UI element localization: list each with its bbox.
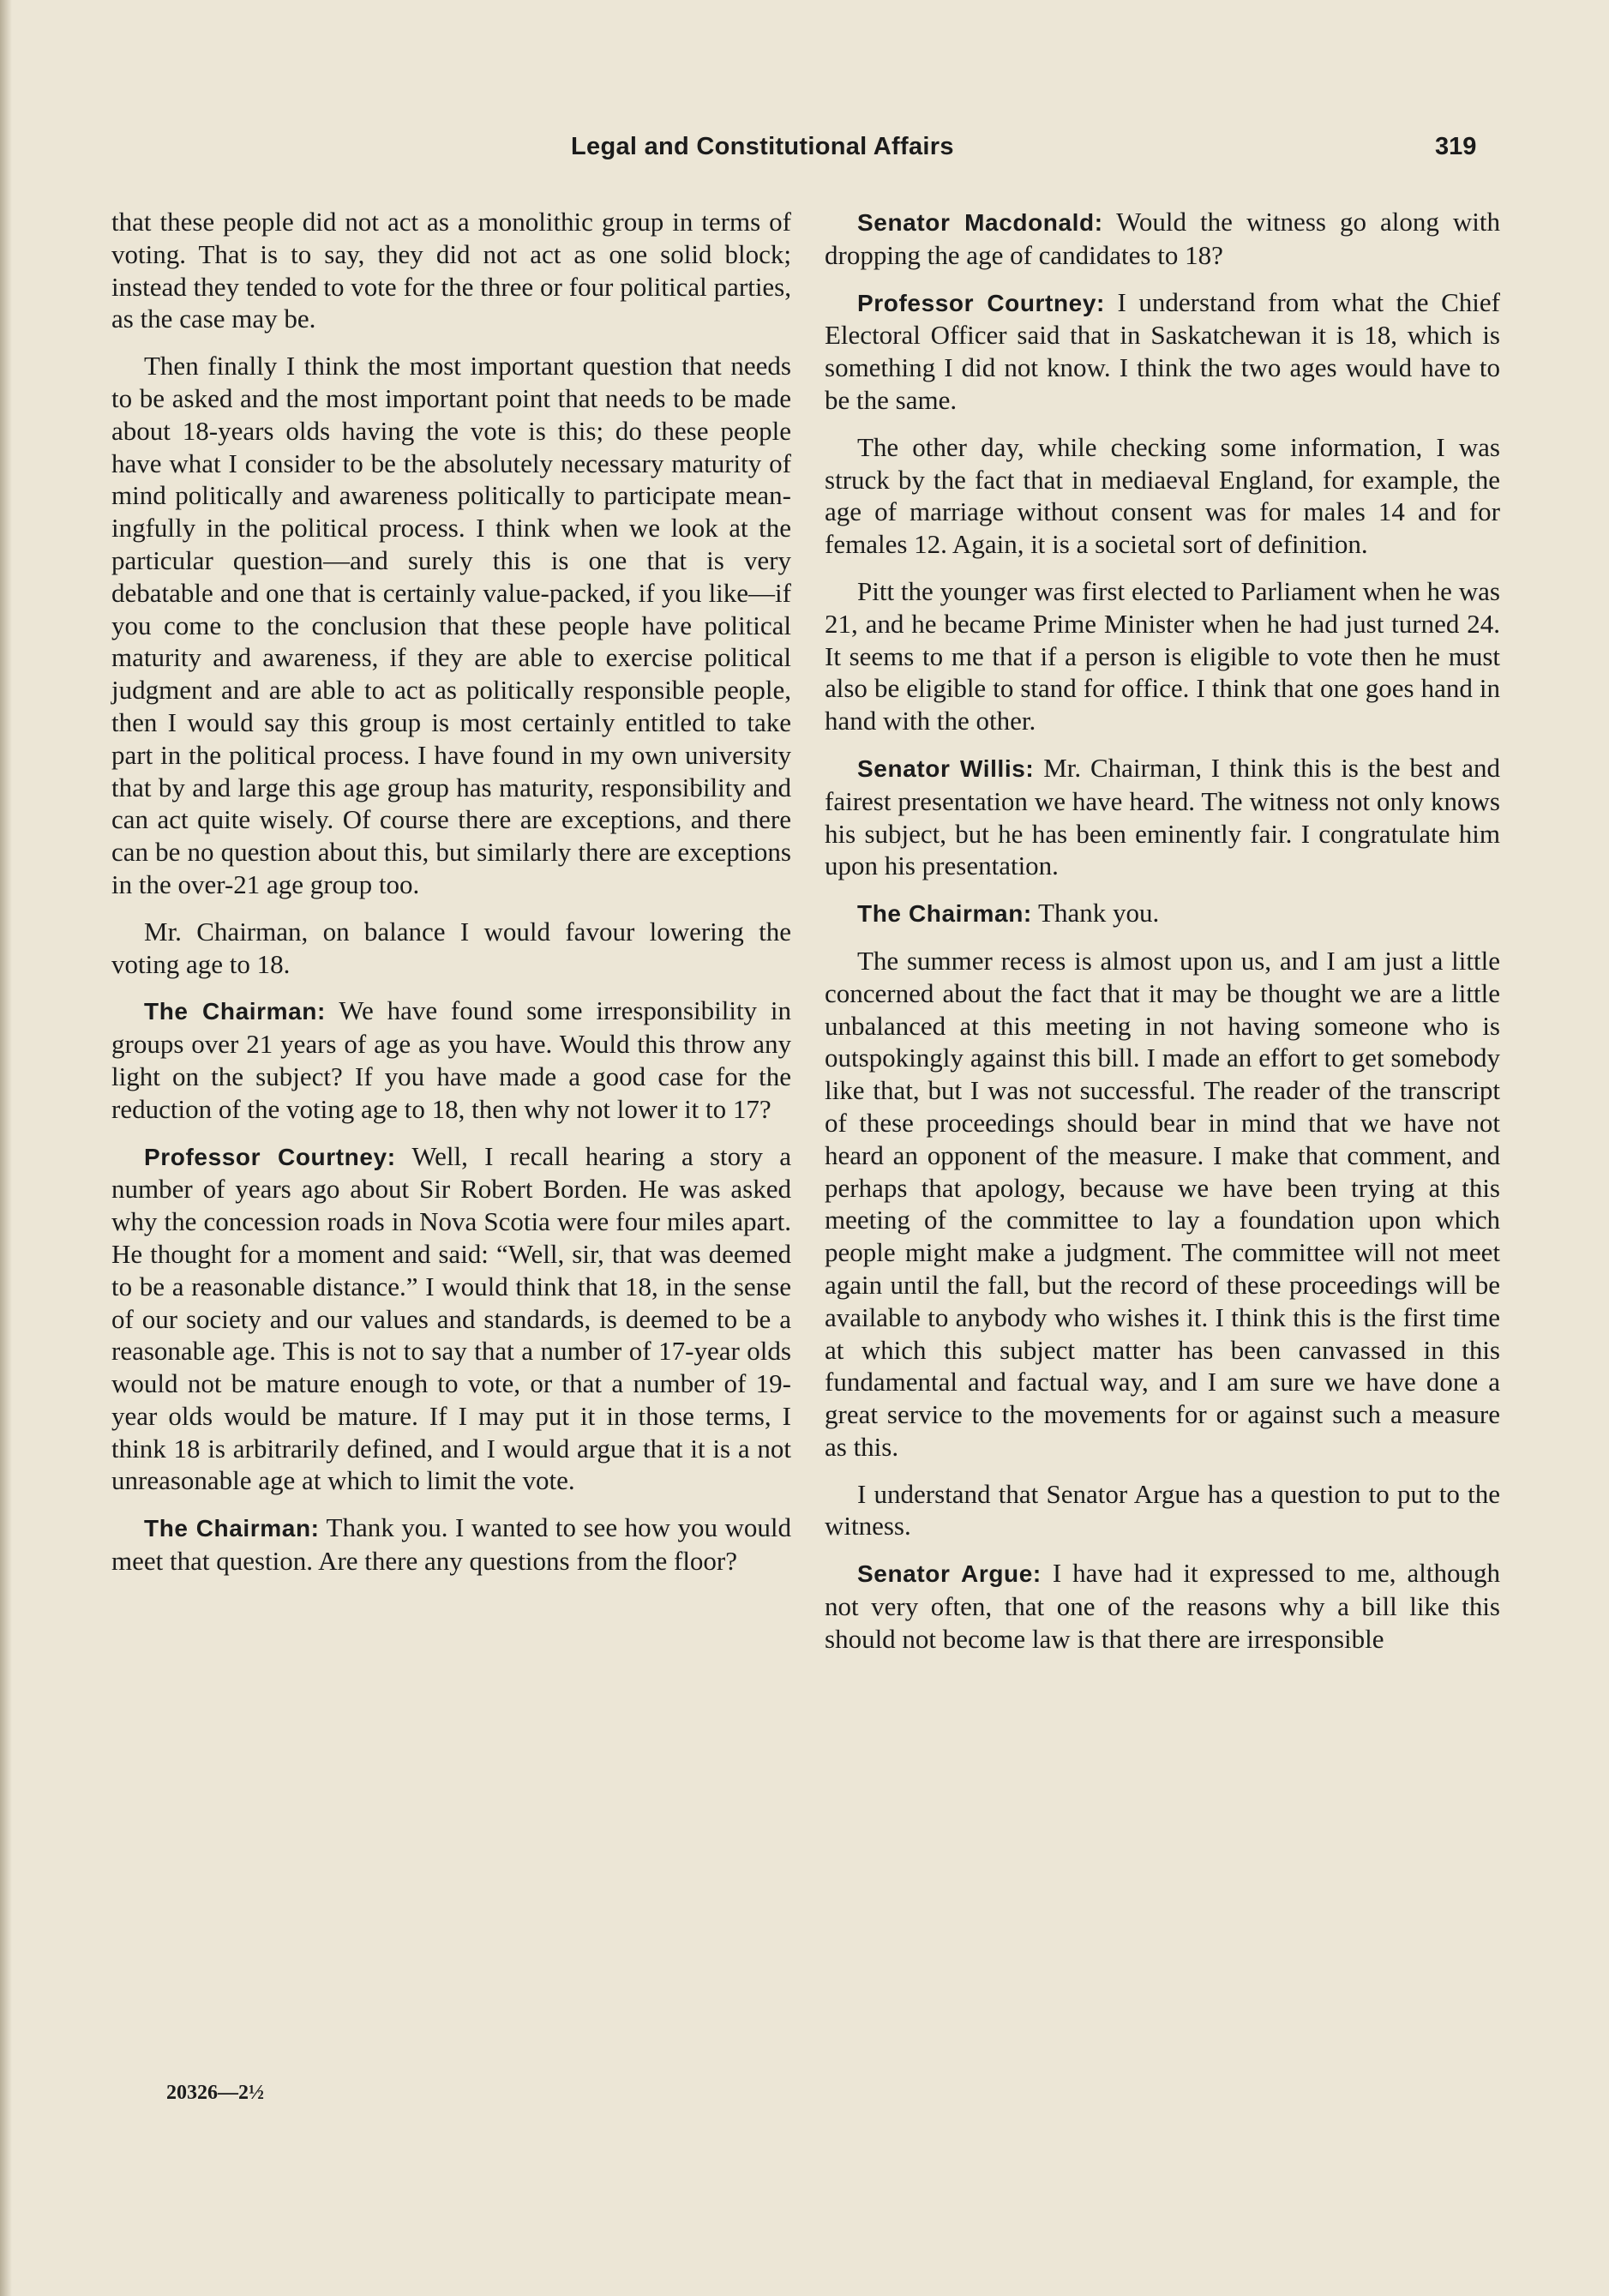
speaker-name: Professor Courtney: [857, 289, 1105, 316]
paragraph-text: I understand that Senator Argue has a question to put to the witness. [825, 1478, 1500, 1542]
binding-edge [0, 0, 12, 2296]
paragraph-text: Thank you. [1038, 898, 1160, 929]
printer-signature-code: 20326—2½ [166, 2082, 264, 2104]
speech-paragraph [825, 752, 1500, 882]
running-title: Legal and Constitutional Affairs [571, 133, 954, 160]
paragraph [825, 575, 1500, 737]
paragraph-text: Would the witness go along with dropping the age of candidates to 18? [825, 207, 1500, 270]
speaker-name: Senator Macdonald: [857, 209, 1103, 236]
speaker-name: Professor Courtney: [144, 1143, 396, 1170]
speaker-name: Senator Argue: [857, 1560, 1042, 1588]
paragraph-text: The summer recess is almost upon us, and I am just a little concerned about the fact that it may be thought we are a little unbalanced at this meeting in not having someone who is outspokingly against this bill. I made an effort to get somebody like that, but I was not successful. The reader of the transcript of these proceedings should bear in mind that we have not heard an opponent of the measure. I make that comment, and perhaps that apology, because we have been trying at this meeting of the committee to lay a foundation upon which people might make a judgment. The committee will not meet again until the fall, but the record of these proceedings will be available to anybody who wishes it. I think this is the first time at which this subject matter has been canvassed in this fundamental and factual way, and I am sure we have done a great service to the movements for or against such a measure as this. [825, 945, 1500, 1462]
paragraph-text: that these people did not act as a monolithic group in terms of voting. That is to say, they did not act as one solid block; instead they tended to vote for the three or four political parties, as the case may be. [111, 207, 791, 334]
paragraph [111, 206, 791, 335]
speech-paragraph [825, 897, 1500, 930]
speech-paragraph [825, 286, 1500, 417]
page-number: 319 [1435, 133, 1477, 160]
paragraph-text: Well, I recall hearing a story a number of years ago about Sir Robert Borden. He was asked why the concession roads in Nova Scotia were four miles apart. He thought for a moment and said: “Well, sir, that was deemed to be a reasonable distance.” I would think that 18, in the sense of our society and our values and standards, is deemed to be a reasonable age. This is not to say that a number of 17-year olds would not be mature enough to vote, or that a number of 19-year olds would be mature. If I may put it in those terms, I think 18 is arbitrarily defined, and I would argue that it is a not unreasonable age at which to limit the vote. [111, 1140, 791, 1496]
paragraph [825, 431, 1500, 561]
paragraph [111, 916, 791, 981]
paragraph-text: Thank you. I wanted to see how you would meet that question. Are there any questions from the floor? [111, 1512, 791, 1577]
paragraph-text: Pitt the younger was first elected to Parliament when he was 21, and he became Prime Minister when he had just turned 24. It seems to me that if a person is eligible to vote then he must also be eligible to stand for office. I think that one goes hand in hand with the other. [825, 575, 1500, 736]
speaker-name: Senator Willis: [857, 754, 1035, 782]
paragraph-text: We have found some irresponsibility in groups over 21 years of age as you have. Would this throw any light on the subject? If you have made a good case for the reduction of the voting age to 18, then why not lower it to 17? [111, 995, 792, 1124]
left-column [111, 206, 791, 1592]
speech-paragraph [825, 1557, 1500, 1655]
speaker-name: The Chairman: [857, 900, 1032, 928]
speech-paragraph [111, 1512, 791, 1578]
speech-paragraph [825, 206, 1500, 272]
paragraph-text: The other day, while checking some information, I was struck by the fact that in mediaeval England, for example, the age of marriage without consent was for males 14 and for females 12. Again, it is a societal sort of definition. [825, 431, 1500, 560]
paragraph [111, 350, 791, 901]
paragraph-text: Then finally I think the most important question that needs to be asked and the most important point that needs to be made about 18-years olds having the vote is this; do these people have what I consider to be the absolutely necessary maturity of mind politically and awareness politically to participate meaningfully in the political process. I think when we look at the particular question—and surely this is one that is very debatable and one that is certainly value-packed, if you like—if you come to the conclusion that these people have political maturity and awareness, if they are able to exercise political judgment and are able to act as politically responsible people, then I would say this group is most certainly entitled to take part in the political process. I have found in my own university that by and large this age group has maturity, responsibility and can act quite wisely. Of course there are exceptions, and there can be no question about this, but similarly there are exceptions in the over-21 age group too. [111, 351, 791, 899]
speaker-name: The Chairman: [144, 998, 326, 1025]
speech-paragraph [111, 995, 791, 1125]
paragraph-text: Mr. Chairman, on balance I would favour lowering the voting age to 18. [111, 916, 791, 979]
speech-paragraph [111, 1140, 791, 1498]
paragraph-text: I understand from what the Chief Electoral Officer said that in Saskatchewan it is 18, which is something I did not know. I think the two ages would have to be the same. [825, 286, 1501, 415]
paragraph [825, 1478, 1500, 1543]
speaker-name: The Chairman: [144, 1515, 320, 1542]
paragraph-text: Mr. Chairman, I think this is the best and fairest presentation we have heard. The witness not only knows his subject, but he has been eminently fair. I congratulate him upon his presentation. [825, 752, 1500, 881]
running-header [0, 133, 1609, 176]
paragraph [825, 945, 1500, 1464]
right-column [825, 206, 1500, 1670]
paragraph-text: I have had it expressed to me, although not very often, that one of the reasons why a bill like this should not become law is that there are irresponsible [825, 1558, 1500, 1654]
